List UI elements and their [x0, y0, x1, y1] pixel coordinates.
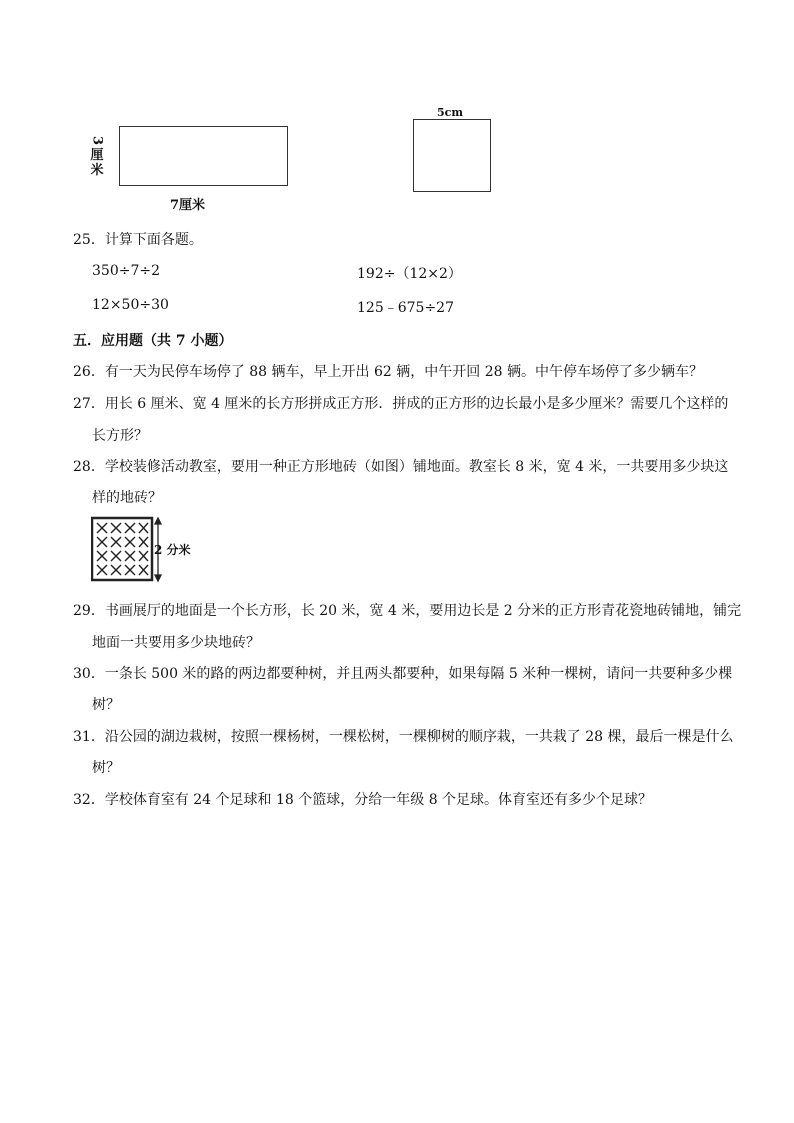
- q26-line-1: 26．有一天为民停车场停了 88 辆车，早上开出 62 辆，中午开回 28 辆。中午停车场停了多少辆车？: [73, 364, 703, 380]
- q25-expr-4: 125﹣675÷27: [357, 300, 454, 316]
- q30-line-1: 30．一条长 500 米的路的两边都要种树，并且两头都要种，如果每隔 5 米种一棵树，请问一共要种多少棵: [73, 666, 733, 682]
- section-5-heading: 五．应用题（共 7 小题）: [73, 333, 233, 349]
- q27-line-2: 长方形？: [92, 428, 148, 444]
- q25-expr-3: 12×50÷30: [92, 297, 169, 313]
- q25-expr-1: 350÷7÷2: [92, 263, 160, 279]
- q31-line-1: 31．沿公园的湖边栽树，按照一棵杨树，一棵松树，一棵柳树的顺序栽，一共栽了 28 棵，最后一棵是什么: [73, 729, 734, 745]
- square-side-label: 5cm: [437, 106, 463, 119]
- rect-height-label: [88, 133, 106, 178]
- q30-line-2: 树？: [92, 697, 120, 713]
- rect-height-char-2: 厘: [90, 148, 104, 163]
- square-figure: [413, 119, 491, 192]
- rect-height-char-1: 3: [89, 135, 105, 146]
- q31-line-2: 树？: [92, 760, 120, 776]
- q27-line-1: 27．用长 6 厘米、宽 4 厘米的长方形拼成正方形．拼成的正方形的边长最小是多少厘米？需要几个这样的: [73, 396, 729, 412]
- tile-x-pattern: [97, 523, 148, 575]
- q29-line-1: 29．书画展厅的地面是一个长方形，长 20 米，宽 4 米，要用边长是 2 分米的正方形青花瓷地砖铺地，铺完: [73, 603, 742, 619]
- q25-expr-2: 192÷（12×2）: [357, 266, 462, 282]
- tile-dimension-label: 2 分米: [154, 543, 191, 557]
- q28-line-2: 样的地砖？: [92, 490, 162, 506]
- q28-line-1: 28．学校装修活动教室，要用一种正方形地砖（如图）铺地面。教室长 8 米，宽 4 米，一共要用多少块这: [73, 459, 729, 475]
- rect-width-label: 7厘米: [170, 198, 206, 213]
- q32-line-1: 32．学校体育室有 24 个足球和 18 个篮球，分给一年级 8 个足球。体育室还有多少个足球？: [73, 792, 653, 808]
- q25-title: 25．计算下面各题。: [73, 232, 203, 248]
- q29-line-2: 地面一共要用多少块地砖？: [92, 635, 260, 651]
- rectangle-figure: [119, 126, 288, 186]
- rect-height-char-3: 米: [90, 163, 104, 178]
